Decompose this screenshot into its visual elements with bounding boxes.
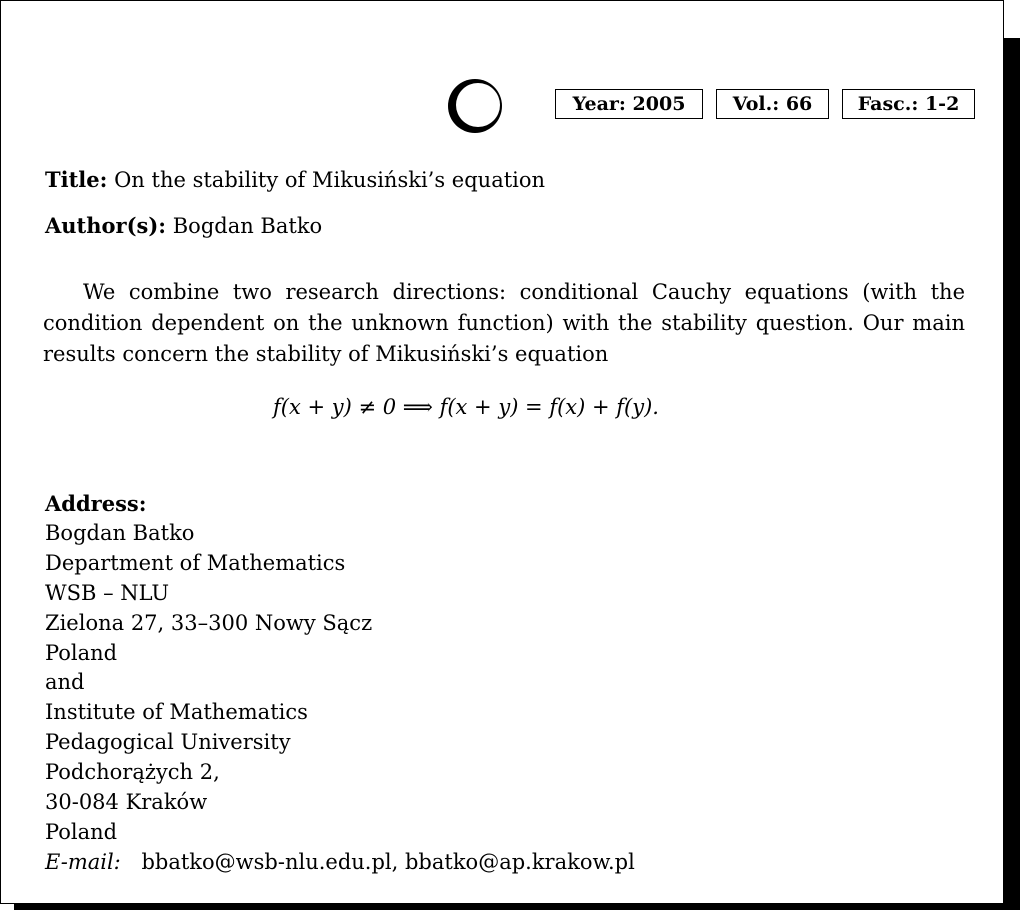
year-box: Year: 2005 [555,89,703,119]
address-line: Institute of Mathematics [45,700,308,725]
address-line: Bogdan Batko [45,520,195,545]
journal-logo-icon [447,78,503,134]
equation: f(x + y) ≠ 0 ⟹ f(x + y) = f(x) + f(y). [273,395,659,419]
authors-label: Author(s): [45,213,167,238]
email-line [45,848,635,878]
address-line: Pedagogical University [45,730,291,755]
address-line: Poland [45,819,118,844]
title-line [45,167,545,192]
authors-line [45,213,322,238]
volume-box: Vol.: 66 [716,89,829,119]
address-line: WSB – NLU [45,580,170,605]
address-line: Podchorążych 2, [45,760,220,785]
title-label: Title: [45,167,108,192]
abstract-text: We combine two research directions: conditional Cauchy equations (with the condition dependent on the unknown function) with the stability question. Our main results concern the stability of Mikusiński’s equation [43,280,965,366]
address-label: Address: [45,491,147,516]
fascicle-box: Fasc.: 1-2 [842,89,975,119]
address-line: Poland [45,640,118,665]
address-line: and [45,670,85,695]
address-line: Zielona 27, 33–300 Nowy Sącz [45,610,373,635]
address-line: 30-084 Kraków [45,790,208,815]
article-authors: Bogdan Batko [172,214,323,238]
article-title: On the stability of Mikusiński’s equation [114,168,546,192]
email-addresses: bbatko@wsb-nlu.edu.pl, bbatko@ap.krakow.pl [141,849,635,874]
email-label: E-mail: [45,849,121,874]
address-line: Department of Mathematics [45,550,346,575]
address-block [45,489,635,878]
